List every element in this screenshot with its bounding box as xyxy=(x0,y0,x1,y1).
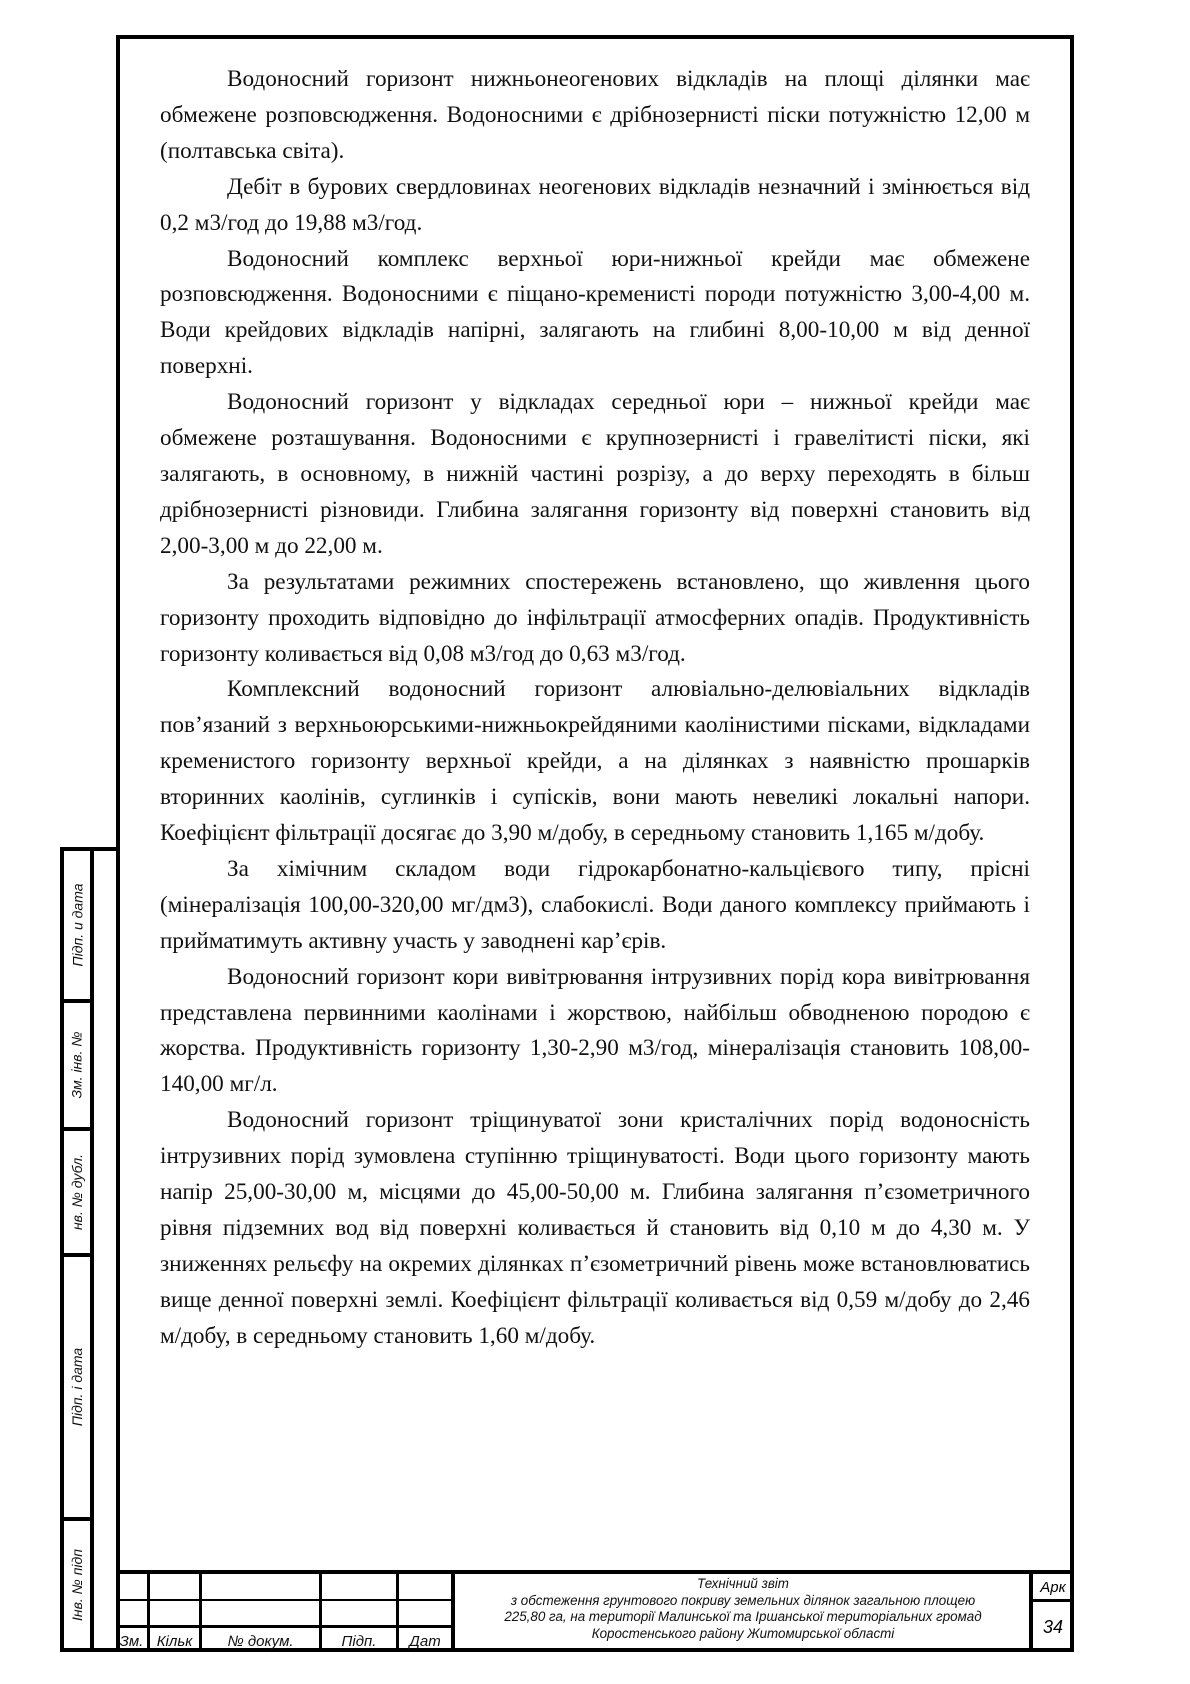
document-body xyxy=(160,62,1030,1355)
paragraph: Водоносний горизонт кори вивітрювання інтрузивних порід кора вивітрювання представлена первинними каолінами і жорствою, найбільш обводненою породою є жорства. Продуктивність горизонту 1,30-2,90 м3/год, мінералізація становить 108,00-140,00 мг/л. xyxy=(160,963,1030,1098)
strip-cell-signature-date xyxy=(64,851,90,1003)
title-block xyxy=(116,1570,1074,1652)
grid-line xyxy=(451,1574,455,1652)
sheet-number: 34 xyxy=(1042,1616,1064,1637)
document-title xyxy=(456,1574,1030,1654)
paragraph: Водоносний комплекс верхньої юри-нижньої крейди має обмежене розповсюдження. Водоносними є піщано-кременисті породи потужністю 3,00-4,00 м. Води крейдових відкладів напірні, залягають на глибині 8,00-10,00 м від денної поверхні. xyxy=(160,245,1030,380)
paragraph: Дебіт в бурових свердловинах неогенових відкладів незначний і змінюється від 0,2 м3/год до 19,88 м3/год. xyxy=(160,173,1030,236)
strip-label: Інв. № підп xyxy=(69,1548,85,1621)
title-line: 225,80 га, на території Малинської та Іршанської територіальних громад xyxy=(504,1609,982,1624)
strip-label: Підп. і дата xyxy=(69,1347,86,1427)
strip-divider xyxy=(90,851,94,1648)
strip-label: Підп. и дата xyxy=(69,883,85,967)
title-line: Коростенського району Житомирської області xyxy=(591,1625,895,1641)
column-label-date: Дат xyxy=(409,1632,441,1650)
strip-cell-signature-date-2 xyxy=(64,1257,90,1521)
column-label-signature: Підп. xyxy=(341,1632,377,1650)
sheet-label: Арк xyxy=(1040,1578,1066,1596)
strip-cell-original-inv xyxy=(64,1521,90,1652)
paragraph: За результатами режимних спостережень встановлено, що живлення цього горизонту проходить відповідно до інфільтрації атмосферних опадів. Продуктивність горизонту коливається від 0,08 м3/год до 0,63 м3/год. xyxy=(160,568,1030,667)
side-stamp-strip xyxy=(60,847,120,1652)
paragraph: Водоносний горизонт у відкладах середньої юри – нижньої крейди має обмежене розташування. Водоносними є крупнозернисті і гравелітисті піски, які залягають, в основному, в нижній частині розрізу, а до верху переходять в більш дрібнозернисті різновиди. Глибина залягання горизонту від поверхні становить від 2,00-3,00 м до 22,00 м. xyxy=(160,389,1030,559)
title-line: з обстеження грунтового покриву земельних ділянок загальною площею xyxy=(510,1592,976,1608)
paragraph: За хімічним складом води гідрокарбонатно-кальцієвого типу, прісні (мінералізація 100,00-320,00 мг/дм3), слабокислі. Води даного комплексу приймають і прийматимуть активну участь у заводнені кар’єрів. xyxy=(160,855,1030,954)
column-label-change: Зм. xyxy=(119,1632,144,1650)
column-label-quantity: Кільк xyxy=(156,1632,193,1650)
strip-cell-duplicate-inv xyxy=(64,1131,90,1257)
grid-line xyxy=(116,1599,452,1601)
column-label-document-number: № докум. xyxy=(227,1632,294,1650)
strip-label: нв. № дубл. xyxy=(69,1153,85,1231)
paragraph: Водоносний горизонт нижньонеогенових відкладів на площі ділянки має обмежене розповсюдження. Водоносними є дрібнозернисті піски потужністю 12,00 м (полтавська світа). xyxy=(160,66,1030,164)
paragraph: Водоносний горизонт тріщинуватої зони кристалічних порід водоносність інтрузивних порід зумовлена ступінню тріщинуватості. Води цього горизонту мають напір 25,00-30,00 м, місцями до 45,00-50,00 м. Глибина залягання п’єзометричного рівня підземних вод від поверхні коливається й становить від 0,10 м до 4,30 м. У зниженнях рельєфу на окремих ділянках п’єзометричний рівень може встановлюватись вище денної поверхні землі. Коефіцієнт фільтрації коливається від 0,59 м/добу до 2,46 м/добу, в середньому становить 1,60 м/добу. xyxy=(160,1107,1030,1349)
strip-label: Зм. інв. № xyxy=(69,1031,86,1099)
title-line: Технічний звіт xyxy=(697,1576,789,1591)
strip-cell-replaced-inv xyxy=(64,1003,90,1131)
paragraph: Комплексний водоносний горизонт алювіально-делювіальних відкладів пов’язаний з верхньоюрськими-нижньокрейдяними каолінистими пісками, відкладами кременистого горизонту верхньої крейди, а на ділянках з наявністю прошарків вторинних каолінів, суглинків і супісків, вони мають невеликі локальні напори. Коефіцієнт фільтрації досягає до 3,90 м/добу, в середньому становить 1,165 м/добу. xyxy=(160,676,1030,847)
